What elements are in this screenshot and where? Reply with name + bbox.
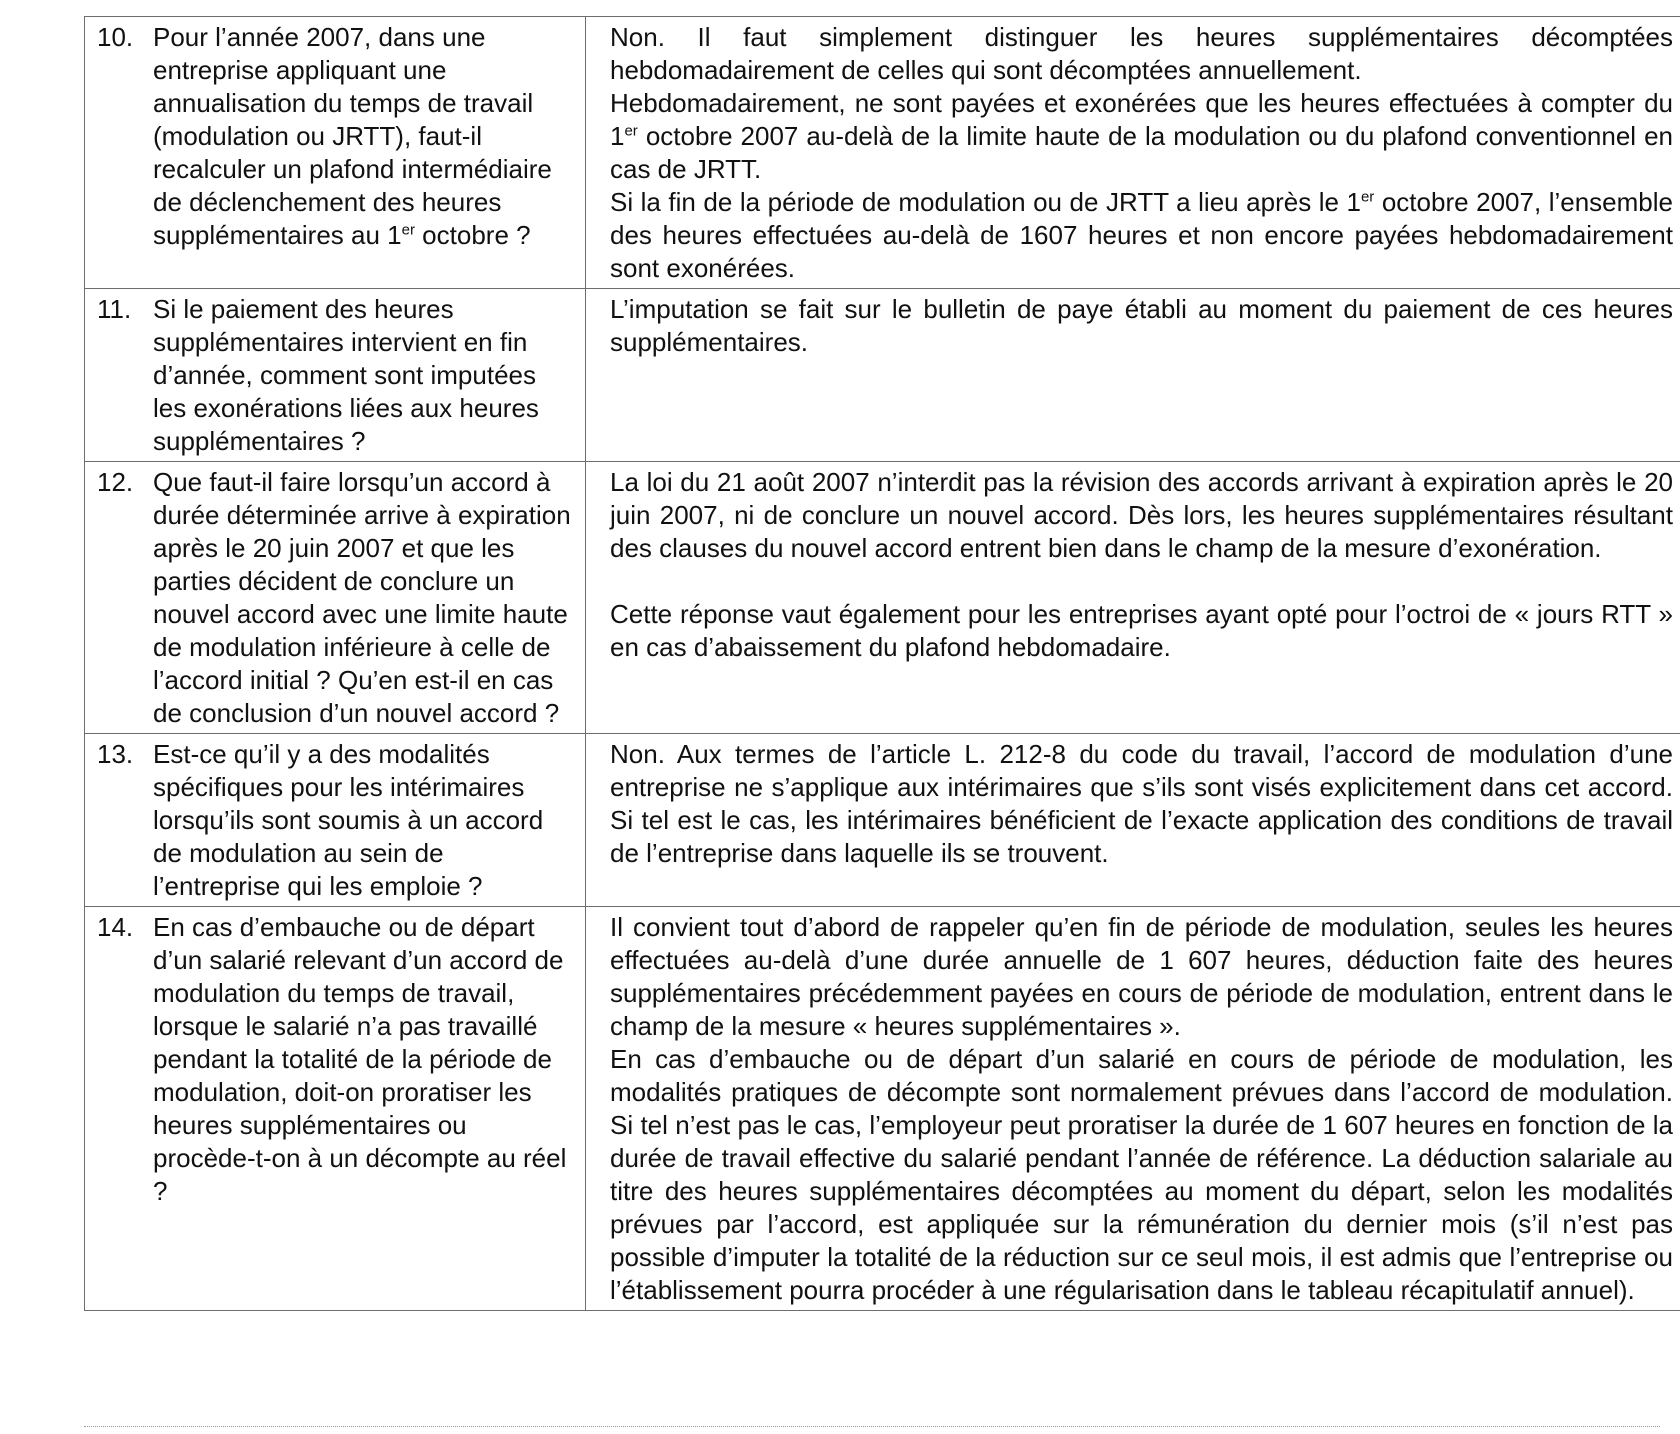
question-number: 13. <box>97 739 134 769</box>
table-row <box>85 289 1680 462</box>
answer-text <box>610 293 1673 359</box>
question-text: Est-ce qu’il y a des modalités spécifiques pour les intérimaires lorsqu’ils sont soumis à un accord de modulation au sein de l’entreprise qui les emploie ? <box>153 739 544 901</box>
question-wrap <box>97 21 573 252</box>
table-row <box>85 734 1680 907</box>
answer-paragraph: Non. Aux termes de l’article L. 212-8 du code du travail, l’accord de modulation d’une entreprise ne s’applique aux intérimaires que s’ils sont visés explicitement dans cet accord. Si tel est le cas, les intérimaires bénéficient de l’exacte application des conditions de travail de l’entreprise dans laquelle ils se trouvent. <box>610 739 1673 868</box>
answer-paragraph: La loi du 21 août 2007 n’interdit pas la révision des accords arrivant à expiration après le 20 juin 2007, ni de conclure un nouvel accord. Dès lors, les heures supplémentaires résultant des clauses du nouvel accord entrent bien dans le champ de la mesure d’exonération. <box>610 467 1673 563</box>
bottom-rule <box>84 1426 1660 1427</box>
answer-paragraph: En cas d’embauche ou de départ d’un salarié en cours de période de modulation, les modalités pratiques de décompte sont normalement prévues dans l’accord de modulation. Si tel n’est pas le cas, l’employeur peut proratiser la durée de 1 607 heures en fonction de la durée de travail effective du salarié pendant l’année de référence. La déduction salariale au titre des heures supplémentaires décomptées au moment du départ, selon les modalités prévues par l’accord, est appliquée sur la rémunération du dernier mois (s’il n’est pas possible d’imputer la totalité de la réduction sur ce seul mois, il est admis que l’entreprise ou l’établissement pourra procéder à une régularisation dans le tableau récapitulatif annuel). <box>610 1044 1673 1305</box>
answer-cell <box>586 907 1680 1311</box>
faq-table <box>84 16 1680 1311</box>
table-row <box>85 17 1680 289</box>
answer-cell <box>586 462 1680 734</box>
question-text: En cas d’embauche ou de départ d’un salarié relevant d’un accord de modulation du temps de travail, lorsque le salarié n’a pas travaillé pendant la totalité de la période de modulation, doit-on proratiser les heures supplémentaires ou procède-t-on à un décompte au réel ? <box>153 912 567 1206</box>
question-wrap <box>97 466 573 730</box>
answer-paragraph: Hebdomadairement, ne sont payées et exonérées que les heures effectuées à compter du 1er octobre 2007 au-delà de la limite haute de la modulation ou du plafond conventionnel en cas de JRTT. <box>610 88 1673 184</box>
answer-paragraph: Cette réponse vaut également pour les entreprises ayant opté pour l’octroi de « jours RTT » en cas d’abaissement du plafond hebdomadaire. <box>610 599 1673 662</box>
answer-text <box>610 911 1673 1307</box>
answer-blank-line <box>610 565 1673 598</box>
answer-paragraph: Si la fin de la période de modulation ou de JRTT a lieu après le 1er octobre 2007, l’ensemble des heures effectuées au-delà de 1607 heures et non encore payées hebdomadairement sont exonérées. <box>610 187 1673 283</box>
question-cell <box>85 462 586 734</box>
answer-text <box>610 466 1673 664</box>
question-cell <box>85 289 586 462</box>
question-number: 10. <box>97 22 134 52</box>
answer-text <box>610 738 1673 870</box>
question-number: 14. <box>97 912 134 942</box>
question-text: Si le paiement des heures supplémentaires intervient en fin d’année, comment sont imputées les exonérations liées aux heures supplémentaires ? <box>153 294 539 456</box>
answer-cell <box>586 289 1680 462</box>
answer-paragraph: Il convient tout d’abord de rappeler qu’en fin de période de modulation, seules les heures effectuées au-delà d’une durée annuelle de 1 607 heures, déduction faite des heures supplémentaires précédemment payées en cours de période de modulation, entrent dans le champ de la mesure « heures supplémentaires ». <box>610 912 1673 1041</box>
question-number: 12. <box>97 467 134 497</box>
question-wrap <box>97 293 573 458</box>
answer-cell <box>586 734 1680 907</box>
table-row <box>85 907 1680 1311</box>
question-number: 11. <box>97 294 132 324</box>
question-cell <box>85 17 586 289</box>
faq-table-body <box>85 17 1680 1311</box>
question-text: Que faut-il faire lorsqu’un accord à durée déterminée arrive à expiration après le 20 juin 2007 et que les parties décident de conclure un nouvel accord avec une limite haute de modulation inférieure à celle de l’accord initial ? Qu’en est-il en cas de conclusion d’un nouvel accord ? <box>153 467 571 728</box>
table-row <box>85 462 1680 734</box>
question-text: Pour l’année 2007, dans une entreprise appliquant une annualisation du temps de travail (modulation ou JRTT), faut-il recalculer un plafond intermédiaire de déclenchement des heures supplémentaires au 1er octobre ? <box>153 22 552 250</box>
answer-cell <box>586 17 1680 289</box>
answer-text <box>610 21 1673 285</box>
answer-paragraph: L’imputation se fait sur le bulletin de paye établi au moment du paiement de ces heures supplémentaires. <box>610 294 1673 357</box>
question-cell <box>85 734 586 907</box>
question-wrap <box>97 738 573 903</box>
question-wrap <box>97 911 573 1208</box>
answer-paragraph: Non. Il faut simplement distinguer les heures supplémentaires décomptées hebdomadairement de celles qui sont décomptées annuellement. <box>610 22 1673 85</box>
question-cell <box>85 907 586 1311</box>
